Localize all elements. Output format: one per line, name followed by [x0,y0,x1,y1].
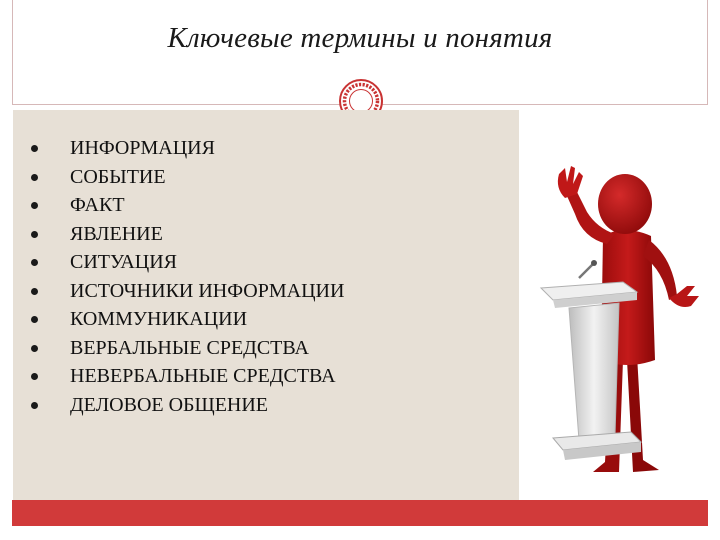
term-label: СОБЫТИЕ [70,165,166,188]
list-item [28,362,344,391]
term-label: ФАКТ [70,194,125,216]
term-label: КОММУНИКАЦИИ [70,308,248,330]
bullet-icon [31,345,38,352]
term-label: НЕВЕРБАЛЬНЫЕ СРЕДСТВА [70,365,336,387]
term-label: ИНФОРМАЦИЯ [70,137,215,159]
list-item [28,163,344,192]
term-label: СИТУАЦИЯ [70,251,178,273]
list-item [28,305,344,334]
bullet-icon [31,231,38,238]
bullet-icon [31,402,38,409]
bottom-accent-bar [12,500,708,526]
list-item [28,277,344,306]
list-item [28,248,344,277]
list-item [28,191,344,220]
list-item [28,334,344,363]
term-label: ИСТОЧНИКИ ИНФОРМАЦИИ [70,279,345,302]
slide-title: Ключевые термины и понятия [167,22,553,54]
bullet-icon [31,316,38,323]
bullet-icon [31,145,38,152]
list-item [28,391,344,420]
bullet-icon [31,373,38,380]
term-label: ВЕРБАЛЬНЫЕ СРЕДСТВА [70,336,309,359]
bullet-icon [31,288,38,295]
bullet-icon [31,259,38,266]
term-label: ДЕЛОВОЕ ОБЩЕНИЕ [70,393,269,416]
speaker-at-podium-icon [519,110,708,500]
list-item [28,220,344,249]
bullet-icon [31,174,38,181]
term-label: ЯВЛЕНИЕ [70,222,163,245]
list-item [28,134,344,163]
terms-list [28,134,344,419]
bullet-icon [31,202,38,209]
